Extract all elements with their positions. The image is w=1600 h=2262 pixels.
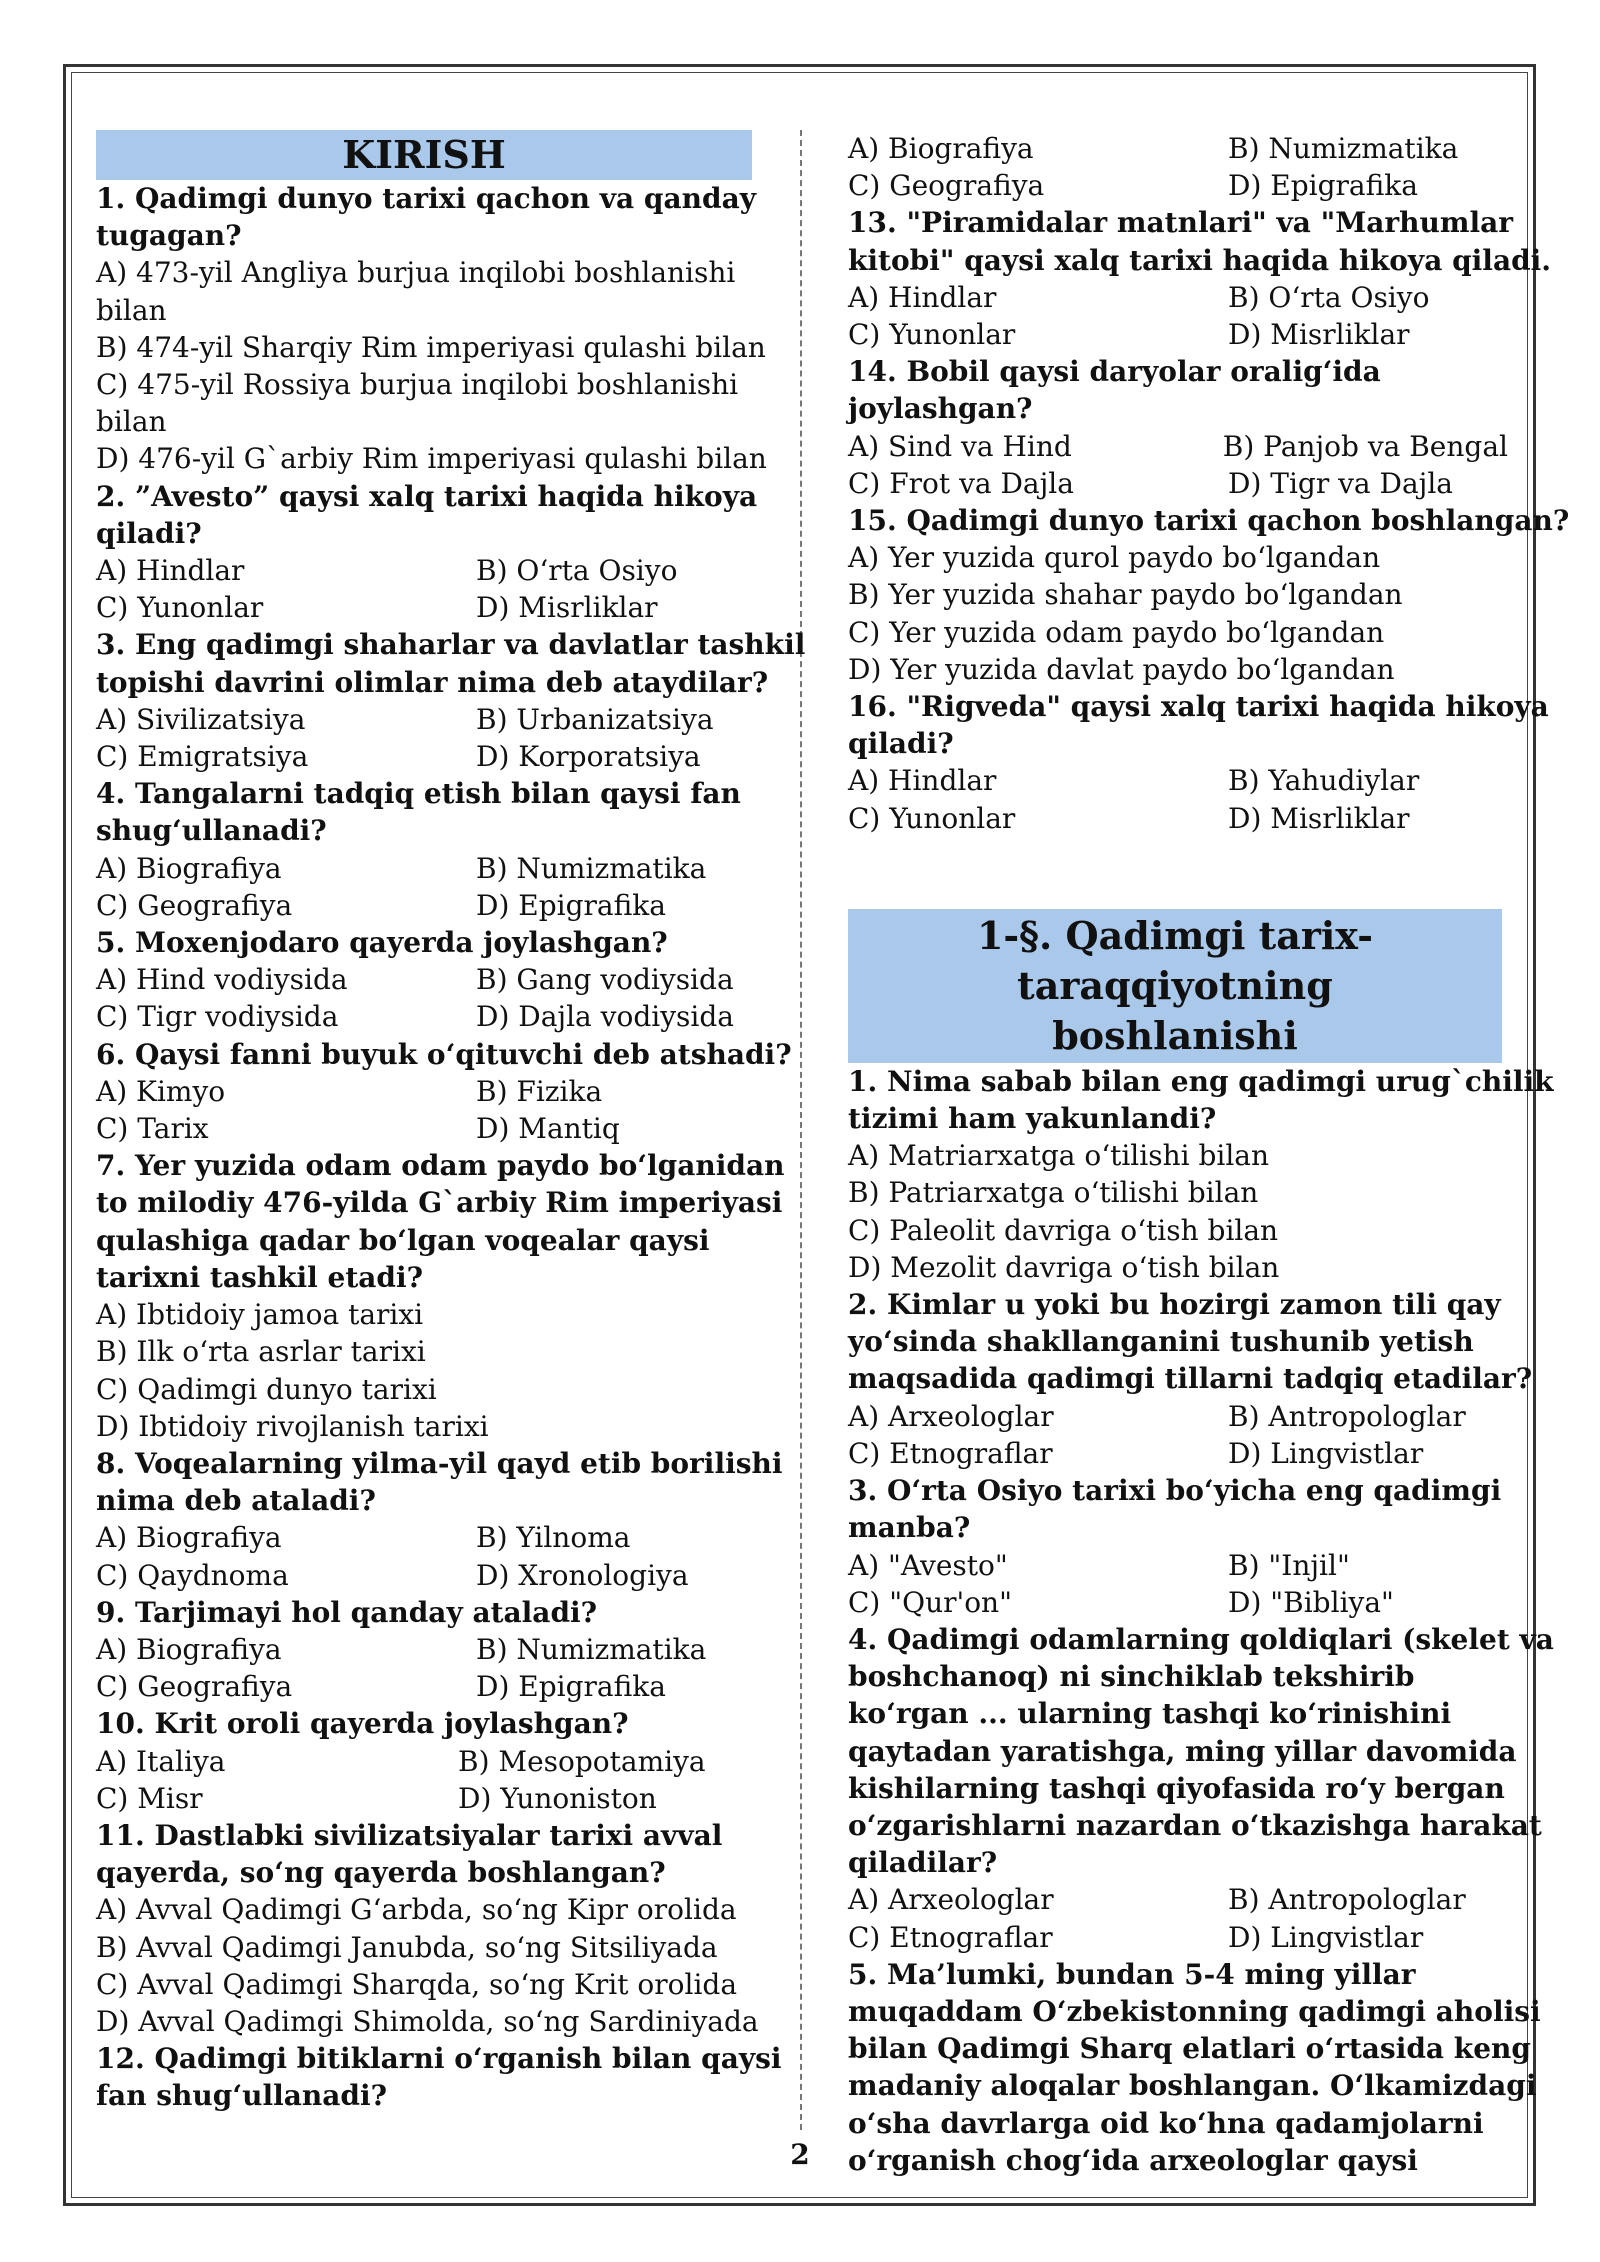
question-text: qiladilar? — [848, 1846, 998, 1880]
answer-row — [848, 1584, 1508, 1621]
question-text: joylashgan? — [848, 392, 1033, 426]
question-block — [96, 775, 756, 924]
answer-row — [848, 279, 1508, 316]
section-heading — [848, 909, 1502, 1063]
answer-option: D) Mezolit davriga o‘tish bilan — [848, 1250, 1280, 1284]
page-number: 2 — [790, 2138, 810, 2171]
question-text: 8. Voqealarning yilma-yil qayd etib borilishi — [96, 1446, 783, 1480]
question-text: ko‘rgan ... ularning tashqi ko‘rinishini — [848, 1697, 1452, 1731]
question-text: 13. "Piramidalar matnlari" va "Marhumlar — [848, 206, 1513, 240]
question-text: muqaddam O‘zbekistonning qadimgi aholisi — [848, 1994, 1541, 2028]
intro-question-list — [96, 180, 806, 2115]
question-text: tizimi ham yakunlandi? — [848, 1102, 1217, 1136]
question-text: 1. Qadimgi dunyo tarixi qachon va qanday — [96, 182, 756, 215]
answer-option: A) Arxeologlar — [848, 1883, 1054, 1917]
question-block — [848, 502, 1570, 688]
question-text: topishi davrini olimlar nima deb ataydilar? — [96, 665, 769, 699]
answer-option: D) Epigrafika — [1228, 169, 1418, 203]
section-spacer — [848, 837, 1508, 909]
answer-option: A) 473-yil Angliya burjua inqilobi boshlanishi — [96, 256, 736, 290]
answer-row — [96, 1557, 756, 1594]
answer-option: D) "Bibliya" — [1228, 1585, 1394, 1619]
question-text: 4. Qadimgi odamlarning qoldiqlari (skelet va — [848, 1622, 1554, 1656]
question-text: o‘sha davrlarga oid ko‘hna qadamjolarni — [848, 2106, 1484, 2140]
answer-option: A) Yer yuzida qurol paydo bo‘lgandan — [848, 541, 1381, 575]
answer-option: D) Lingvistlar — [1228, 1436, 1424, 1470]
intro-heading: KIRISH — [96, 130, 752, 180]
answer-option: A) Hindlar — [848, 764, 997, 798]
answer-option: bilan — [96, 405, 167, 439]
answer-option: B) Patriarxatga o‘tilishi bilan — [848, 1176, 1259, 1210]
question-text: o‘zgarishlarni nazardan o‘tkazishga harakat — [848, 1808, 1542, 1842]
answer-option: A) Hindlar — [848, 280, 997, 314]
answer-option: C) Tarix — [96, 1112, 209, 1146]
question-block — [96, 2040, 782, 2114]
answer-option: A) Italiya — [96, 1744, 226, 1778]
answer-option: A) Matriarxatga o‘tilishi bilan — [848, 1139, 1270, 1173]
answer-option: B) Gang vodiysida — [476, 963, 734, 997]
answer-option: B) Panjob va Bengal — [1222, 429, 1508, 463]
question-block — [96, 1445, 783, 1594]
answer-row — [848, 1398, 1508, 1435]
answer-option: D) Misrliklar — [1228, 318, 1410, 352]
question-block — [848, 130, 1508, 204]
question-text: nima deb ataladi? — [96, 1484, 376, 1518]
answer-option: A) Hindlar — [96, 554, 245, 588]
question-block — [96, 626, 806, 775]
answer-option: C) Qadimgi dunyo tarixi — [96, 1372, 437, 1406]
answer-option: B) Mesopotamiya — [458, 1744, 706, 1778]
answer-row — [848, 1919, 1508, 1956]
answer-option: B) Antropologlar — [1228, 1399, 1466, 1433]
answer-option: C) Geografiya — [96, 1670, 293, 1704]
answer-row — [96, 1073, 756, 1110]
answer-row — [848, 1435, 1508, 1472]
question-block — [848, 1063, 1554, 1286]
question-text: kitobi" qaysi xalq tarixi haqida hikoya qiladi. — [848, 243, 1552, 277]
answer-option: D) Korporatsiya — [476, 740, 701, 774]
question-block — [96, 1817, 759, 2040]
question-block — [848, 1621, 1554, 1956]
answer-row — [96, 738, 756, 775]
answer-option: A) Hind vodiysida — [96, 963, 348, 997]
question-block — [96, 1147, 785, 1445]
answer-option: D) Yer yuzida davlat paydo bo‘lgandan — [848, 652, 1395, 686]
answer-option: C) Qaydnoma — [96, 1558, 289, 1592]
answer-option: B) Urbanizatsiya — [476, 702, 714, 736]
right-column — [848, 130, 1570, 2179]
question-text: madaniy aloqalar boshlangan. O‘lkamizdagi — [848, 2069, 1537, 2103]
question-text: yo‘sinda shakllanganini tushunib yetish — [848, 1325, 1474, 1359]
question-text: qiladi? — [848, 727, 954, 761]
answer-option: A) Arxeologlar — [848, 1399, 1054, 1433]
question-text: qulashiga qadar bo‘lgan voqealar qaysi — [96, 1223, 710, 1257]
answer-option: D) 476-yil G`arbiy Rim imperiyasi qulashi bilan — [96, 442, 767, 476]
question-block — [96, 1036, 792, 1148]
question-text: 9. Tarjimayi hol qanday ataladi? — [96, 1595, 598, 1629]
question-text: 5. Ma’lumki, bundan 5-4 ming yillar — [848, 1957, 1416, 1991]
answer-row — [96, 1519, 756, 1556]
question-text: 1. Nima sabab bilan eng qadimgi urug`chilik — [848, 1064, 1554, 1098]
answer-option: D) Mantiq — [476, 1112, 620, 1146]
answer-option: C) Paleolit davriga o‘tish bilan — [848, 1213, 1279, 1247]
section-question-list — [848, 1063, 1554, 2179]
answer-option: A) Avval Qadimgi G‘arbda, so‘ng Kipr orolida — [96, 1893, 737, 1927]
question-block — [96, 478, 756, 627]
answer-option: B) Avval Qadimgi Janubda, so‘ng Sitsiliyada — [96, 1930, 718, 1964]
answer-row — [848, 800, 1508, 837]
answer-option: C) Yunonlar — [96, 591, 264, 625]
question-text: shug‘ullanadi? — [96, 814, 327, 848]
answer-option: C) Misr — [96, 1781, 203, 1815]
question-text: 11. Dastlabki sivilizatsiyalar tarixi avval — [96, 1818, 723, 1852]
answer-row — [848, 130, 1508, 167]
answer-option: C) Avval Qadimgi Sharqda, so‘ng Krit orolida — [96, 1967, 738, 2001]
answer-option: B) 474-yil Sharqiy Rim imperiyasi qulashi bilan — [96, 330, 766, 364]
answer-row — [848, 1881, 1508, 1918]
question-text: 15. Qadimgi dunyo tarixi qachon boshlangan? — [848, 504, 1570, 538]
question-text: qaytadan yaratishga, ming yillar davomida — [848, 1734, 1517, 1768]
question-text: qiladi? — [96, 516, 202, 550]
answer-option: C) Tigr vodiysida — [96, 1000, 339, 1034]
question-text: 12. Qadimgi bitiklarni o‘rganish bilan qaysi — [96, 2042, 782, 2076]
answer-option: A) Ibtidoiy jamoa tarixi — [96, 1298, 424, 1332]
answer-row — [96, 1780, 756, 1817]
question-text: 14. Bobil qaysi daryolar oralig‘ida — [848, 355, 1381, 389]
answer-row — [848, 316, 1508, 353]
question-block — [848, 353, 1508, 502]
question-block — [96, 924, 756, 1036]
answer-option: C) Geografiya — [848, 169, 1045, 203]
question-text: tugagan? — [96, 219, 242, 253]
question-text: 3. O‘rta Osiyo tarixi bo‘yicha eng qadimgi — [848, 1474, 1502, 1508]
left-column — [96, 130, 806, 2115]
question-text: qayerda, so‘ng qayerda boshlangan? — [96, 1856, 666, 1890]
answer-row — [96, 1668, 756, 1705]
answer-option: D) Ibtidoiy rivojlanish tarixi — [96, 1409, 489, 1443]
answer-option: A) Sivilizatsiya — [96, 702, 306, 736]
answer-option: A) Biografiya — [96, 1521, 282, 1555]
answer-row — [96, 887, 756, 924]
question-text: manba? — [848, 1511, 971, 1545]
answer-option: B) Numizmatika — [476, 851, 707, 885]
answer-row — [96, 1631, 756, 1668]
answer-option: B) Ilk o‘rta asrlar tarixi — [96, 1335, 426, 1369]
answer-option: D) Misrliklar — [1228, 801, 1410, 835]
answer-row — [96, 961, 756, 998]
answer-option: D) Misrliklar — [476, 591, 658, 625]
answer-row — [96, 552, 756, 589]
section-heading-line: boshlanishi — [1052, 1012, 1298, 1058]
answer-option: B) Yer yuzida shahar paydo bo‘lgandan — [848, 578, 1403, 612]
question-block — [96, 1594, 756, 1706]
question-text: 6. Qaysi fanni buyuk o‘qituvchi deb atshadi? — [96, 1037, 792, 1071]
section-heading-line: 1-§. Qadimgi tarix-taraqqiyotning — [976, 912, 1374, 1008]
answer-row — [848, 762, 1508, 799]
answer-option: B) Numizmatika — [1228, 132, 1459, 165]
answer-option: A) "Avesto" — [848, 1548, 1008, 1582]
question-text: 10. Krit oroli qayerda joylashgan? — [96, 1707, 629, 1741]
answer-option: A) Kimyo — [96, 1074, 226, 1108]
question-text: kishilarning tashqi qiyofasida ro‘y bergan — [848, 1771, 1505, 1805]
answer-option: C) 475-yil Rossiya burjua inqilobi boshlanishi — [96, 368, 739, 402]
answer-option: C) Yer yuzida odam paydo bo‘lgandan — [848, 615, 1385, 649]
answer-row — [96, 1110, 756, 1147]
answer-option: D) Epigrafika — [476, 888, 666, 922]
answer-option: B) Yilnoma — [476, 1521, 631, 1555]
answer-option: D) Avval Qadimgi Shimolda, so‘ng Sardiniyada — [96, 2004, 759, 2038]
answer-option: C) Etnograflar — [848, 1920, 1053, 1954]
answer-option: B) Numizmatika — [476, 1632, 707, 1666]
answer-row — [96, 1743, 756, 1780]
answer-option: A) Biografiya — [96, 1632, 282, 1666]
answer-option: D) Epigrafika — [476, 1670, 666, 1704]
question-text: 5. Moxenjodaro qayerda joylashgan? — [96, 926, 668, 960]
answer-row — [848, 167, 1508, 204]
answer-row — [848, 428, 1508, 465]
answer-option: C) Yunonlar — [848, 318, 1016, 352]
intro-question-list-continued — [848, 130, 1570, 837]
answer-option: C) Yunonlar — [848, 801, 1016, 835]
question-text: 2. Kimlar u yoki bu hozirgi zamon tili qay — [848, 1288, 1501, 1322]
answer-option: B) Fizika — [476, 1074, 603, 1108]
answer-option: bilan — [96, 293, 167, 327]
answer-option: B) O‘rta Osiyo — [1228, 280, 1430, 314]
answer-row — [96, 589, 756, 626]
answer-option: C) Frot va Dajla — [848, 466, 1074, 500]
answer-row — [96, 998, 756, 1035]
question-text: tarixni tashkil etadi? — [96, 1260, 424, 1294]
question-block — [848, 1472, 1508, 1621]
answer-option: D) Lingvistlar — [1228, 1920, 1424, 1954]
answer-row — [848, 465, 1508, 502]
question-text: 2. ”Avesto” qaysi xalq tarixi haqida hikoya — [96, 479, 758, 513]
answer-option: B) "Injil" — [1228, 1548, 1350, 1582]
question-text: o‘rganish chog‘ida arxeologlar qaysi — [848, 2143, 1418, 2177]
answer-option: D) Xronologiya — [476, 1558, 689, 1592]
answer-option: B) Yahudiylar — [1228, 764, 1420, 798]
answer-option: C) Geografiya — [96, 888, 293, 922]
question-text: 7. Yer yuzida odam odam paydo bo‘lganidan — [96, 1149, 785, 1183]
question-text: maqsadida qadimgi tillarni tadqiq etadilar? — [848, 1362, 1533, 1396]
question-block — [848, 204, 1552, 353]
question-text: fan shug‘ullanadi? — [96, 2079, 387, 2113]
question-text: 3. Eng qadimgi shaharlar va davlatlar tashkil — [96, 628, 806, 662]
question-block — [96, 180, 767, 478]
answer-option: B) Antropologlar — [1228, 1883, 1466, 1917]
answer-option: A) Biografiya — [96, 851, 282, 885]
answer-option: A) Sind va Hind — [848, 429, 1072, 463]
question-block — [848, 1286, 1533, 1472]
column-divider — [800, 130, 802, 2130]
question-block — [848, 688, 1549, 837]
answer-row — [96, 701, 756, 738]
answer-row — [848, 1547, 1508, 1584]
answer-option: D) Yunoniston — [458, 1781, 657, 1815]
answer-option: B) O‘rta Osiyo — [476, 554, 678, 588]
answer-option: D) Dajla vodiysida — [476, 1000, 734, 1034]
question-text: to milodiy 476-yilda G`arbiy Rim imperiyasi — [96, 1186, 783, 1220]
answer-option: A) Biografiya — [848, 132, 1034, 165]
answer-option: C) "Qur'on" — [848, 1585, 1012, 1619]
question-text: bilan Qadimgi Sharq elatlari o‘rtasida keng — [848, 2032, 1531, 2066]
question-block — [96, 1705, 756, 1817]
question-text: 4. Tangalarni tadqiq etish bilan qaysi fan — [96, 777, 741, 811]
answer-option: D) Tigr va Dajla — [1228, 466, 1453, 500]
answer-option: C) Emigratsiya — [96, 740, 309, 774]
question-text: boshchanoq) ni sinchiklab tekshirib — [848, 1660, 1415, 1694]
question-text: 16. "Rigveda" qaysi xalq tarixi haqida hikoya — [848, 690, 1549, 724]
answer-option: C) Etnograflar — [848, 1436, 1053, 1470]
answer-row — [96, 850, 756, 887]
